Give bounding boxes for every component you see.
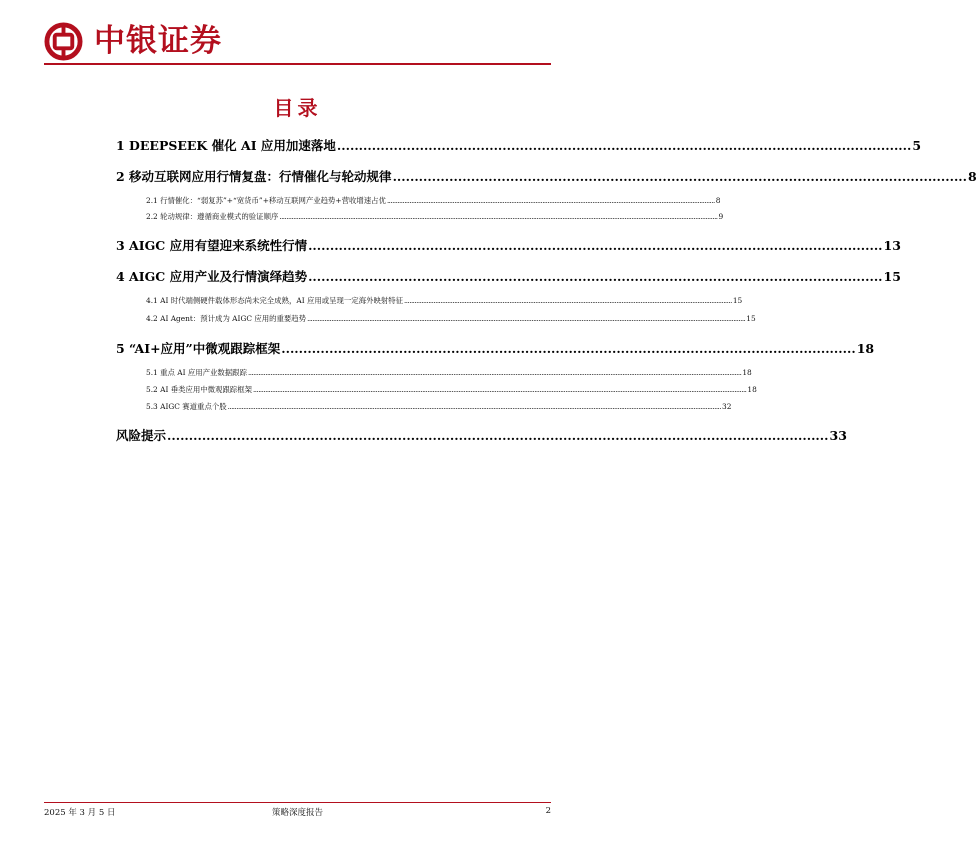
toc-entry-label: 4.2 AI Agent：预计成为 AIGC 应用的重要趋势 bbox=[146, 314, 307, 323]
toc-leader-dots: .................................................................................................................................... bbox=[308, 269, 883, 284]
toc-entry-label: 风险提示 bbox=[116, 428, 167, 443]
toc-entry-label: 5.3 AIGC 赛道重点个股 bbox=[146, 402, 227, 411]
toc-entry-label: 1 DEEPSEEK 催化 AI 应用加速落地 bbox=[116, 138, 336, 153]
toc-entry[interactable] bbox=[116, 269, 901, 285]
toc-entry-page: 18 bbox=[742, 368, 752, 377]
toc-entry[interactable] bbox=[146, 402, 732, 412]
bank-of-china-logo-icon bbox=[44, 22, 83, 61]
footer-page-number: 2 bbox=[545, 806, 551, 816]
toc-entry[interactable] bbox=[146, 212, 724, 222]
toc-entry-label: 2 移动互联网应用行情复盘：行情催化与轮动规律 bbox=[116, 169, 392, 184]
toc-leader-dots: .............................................................................................................................................................................................................................................................. bbox=[307, 315, 746, 323]
brand-name: 中银证券 bbox=[94, 23, 222, 59]
toc-entry-label: 5.2 AI 垂类应用中微观跟踪框架 bbox=[146, 385, 253, 394]
toc-leader-dots: ........................................................................................................................................................ bbox=[167, 428, 829, 443]
toc-entry[interactable] bbox=[116, 138, 922, 154]
toc-leader-dots: .................................................................................................................................... bbox=[281, 341, 856, 356]
toc-entry[interactable] bbox=[116, 341, 875, 357]
toc-leader-dots: .............................................................................................................................................................................................................................................................................................. bbox=[247, 369, 742, 377]
toc-leader-dots: .............................................................................................................................................................................................................................................................. bbox=[279, 213, 718, 221]
toc-entry-page: 18 bbox=[747, 385, 757, 394]
toc-entry[interactable] bbox=[146, 368, 752, 378]
page-header bbox=[44, 22, 551, 62]
toc-entry-label: 2.1 行情催化：“弱复苏”+“宽货币”+移动互联网产业趋势+营收增速占优 bbox=[146, 196, 386, 205]
toc-entry-label: 5 “AI+应用”中微观跟踪框架 bbox=[116, 341, 281, 356]
toc-entry[interactable] bbox=[116, 428, 847, 444]
toc-leader-dots: .............................................................................................................................................................................................................................................................................................. bbox=[227, 403, 722, 411]
toc-entry-label: 4 AIGC 应用产业及行情演绎趋势 bbox=[116, 269, 308, 284]
toc-entry[interactable] bbox=[146, 196, 721, 206]
toc-leader-dots: .............................................................................................................................................................................................. bbox=[386, 197, 715, 205]
toc-entry[interactable] bbox=[116, 169, 977, 185]
toc-entry-label: 5.1 重点 AI 应用产业数据跟踪 bbox=[146, 368, 247, 377]
toc-entry-page: 13 bbox=[883, 238, 901, 253]
toc-entry-label: 2.2 轮动规律：遵循商业模式的验证顺序 bbox=[146, 212, 279, 221]
footer-report-type: 策略深度报告 bbox=[271, 808, 323, 818]
toc-entry-label: 4.1 AI 时代端侧硬件载体形态尚未完全成熟，AI 应用或呈现一定海外映射特征 bbox=[146, 296, 404, 305]
footer-date: 2025 年 3 月 5 日 bbox=[44, 808, 116, 818]
toc-leader-dots: .................................................................................................................................... bbox=[308, 238, 883, 253]
toc-entry-page: 15 bbox=[746, 314, 756, 323]
toc-entry-page: 32 bbox=[722, 402, 732, 411]
toc-entry[interactable] bbox=[146, 296, 743, 306]
toc-entry[interactable] bbox=[146, 314, 756, 324]
toc-entry-page: 15 bbox=[732, 296, 743, 305]
toc-title: 目录 bbox=[273, 96, 322, 120]
toc-entry-page: 5 bbox=[912, 138, 922, 153]
toc-leader-dots: .................................................................................................................................... bbox=[336, 138, 912, 153]
toc-leader-dots: .................................................................................................................................... bbox=[392, 169, 968, 184]
toc-entry-label: 3 AIGC 应用有望迎来系统性行情 bbox=[116, 238, 308, 253]
toc-leader-dots: .............................................................................................................................................................................................................................................................................................. bbox=[253, 386, 747, 394]
toc-entry[interactable] bbox=[146, 385, 757, 395]
toc-entry-page: 8 bbox=[715, 196, 721, 205]
footer-divider bbox=[44, 802, 551, 803]
toc-entry[interactable] bbox=[116, 238, 901, 254]
toc-entry-page: 33 bbox=[829, 428, 847, 443]
toc-entry-page: 18 bbox=[856, 341, 875, 356]
toc-entry-page: 9 bbox=[718, 212, 724, 221]
toc-entry-page: 8 bbox=[968, 169, 977, 184]
toc-leader-dots: .............................................................................................................................................................................................. bbox=[404, 297, 732, 305]
header-divider bbox=[44, 63, 551, 65]
toc-entry-page: 15 bbox=[883, 269, 901, 284]
